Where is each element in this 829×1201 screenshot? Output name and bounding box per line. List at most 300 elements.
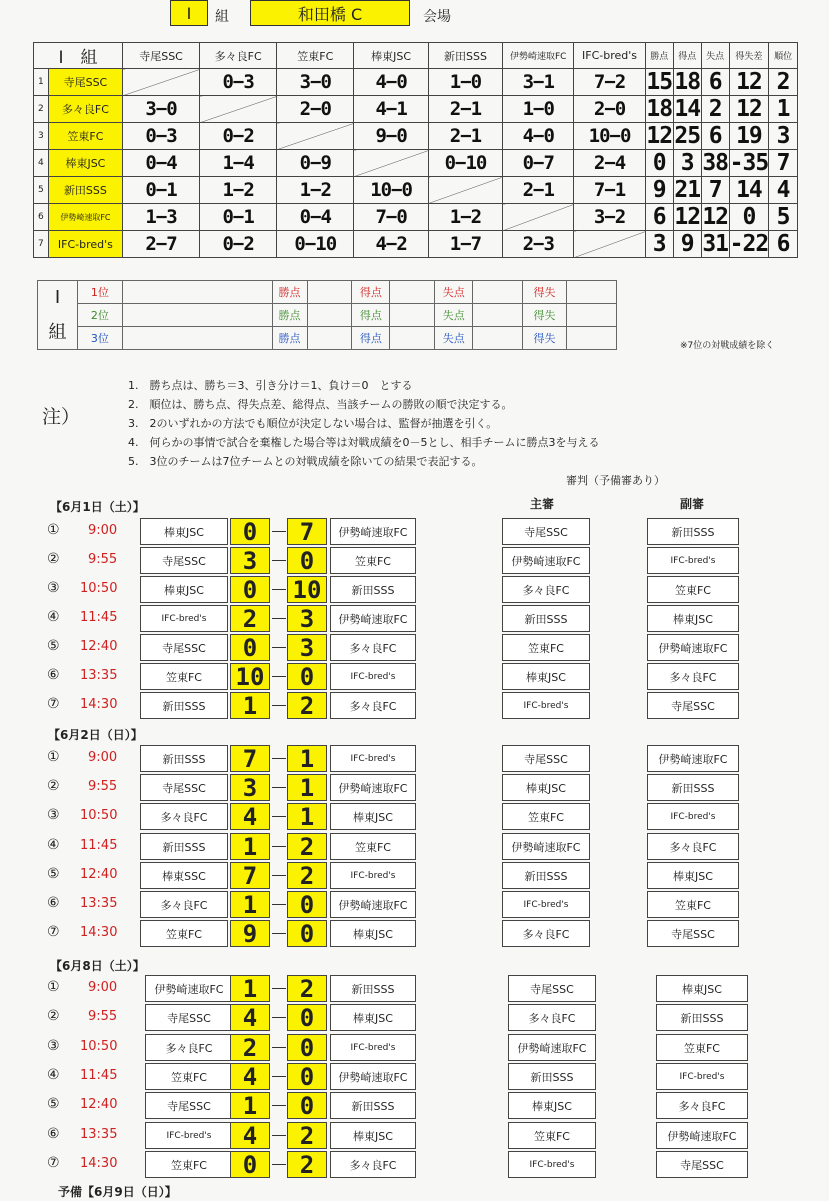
standings-row <box>34 69 798 96</box>
match-result: 10−0 <box>354 177 428 204</box>
away-score: 0 <box>287 1004 327 1031</box>
match-result: 7−2 <box>574 69 645 96</box>
match-result: 0−10 <box>277 231 354 258</box>
diagonal-cell <box>277 123 354 150</box>
score-dash <box>272 787 286 788</box>
home-score: 4 <box>230 1004 270 1031</box>
stat-value: 25 <box>674 123 701 149</box>
sub-referee: 多々良FC <box>647 833 739 860</box>
away-score: 0 <box>287 663 327 690</box>
goals-label: 得点 <box>352 304 390 327</box>
standings-row <box>34 204 798 231</box>
standings-row <box>34 150 798 177</box>
team-name: 新田SSS <box>48 177 122 204</box>
match-result: 1−7 <box>428 231 502 258</box>
standings-header-row <box>34 43 798 69</box>
stat-value: 9 <box>673 231 701 258</box>
points-value <box>307 327 352 350</box>
main-referee: IFC-bred's <box>502 891 590 918</box>
away-team: IFC-bred's <box>330 1034 416 1061</box>
home-score: 4 <box>230 803 270 830</box>
diff-value <box>567 304 617 327</box>
kickoff-time: 14:30 <box>80 697 118 712</box>
score-dash <box>272 875 286 876</box>
home-team: IFC-bred's <box>145 1122 233 1149</box>
match-result: 0−1 <box>200 204 277 231</box>
home-team: IFC-bred's <box>140 605 228 632</box>
home-team: 寺尾SSC <box>140 547 228 574</box>
score-dash <box>272 1105 286 1106</box>
note-item: 4. 何らかの事情で試合を棄権した場合等は対戦成績を0－5とし、相手チームに勝点3を与える <box>128 436 600 449</box>
match-result: 3−1 <box>503 69 574 96</box>
home-team: 笠東FC <box>145 1063 233 1090</box>
sub-referee: 棒東JSC <box>656 975 748 1002</box>
main-referee: 棒東JSC <box>502 663 590 690</box>
away-team: 新田SSS <box>330 975 416 1002</box>
standings-table <box>33 42 798 258</box>
column-header: 棒東JSC <box>354 43 428 69</box>
score-dash <box>272 705 286 706</box>
match-result: 2−1 <box>428 96 502 123</box>
score-dash <box>272 1047 286 1048</box>
diff-label: 得失 <box>523 304 567 327</box>
match-result: 10−0 <box>574 123 645 150</box>
match-result: 1−3 <box>123 204 200 231</box>
column-header: 得失差 <box>729 43 769 69</box>
kickoff-time: 11:45 <box>80 838 118 853</box>
stat-value: -35 <box>729 150 769 176</box>
home-score: 4 <box>230 1122 270 1149</box>
home-score: 9 <box>230 920 270 947</box>
home-team: 新田SSS <box>140 692 228 719</box>
stat-value: 2 <box>769 69 798 96</box>
kickoff-time: 14:30 <box>80 1156 118 1171</box>
note-item: 1. 勝ち点は、勝ち＝3、引き分け＝1、負け＝0 とする <box>128 379 413 392</box>
sub-referee: 寺尾SSC <box>656 1151 748 1178</box>
score-dash <box>272 988 286 989</box>
away-score: 1 <box>287 745 327 772</box>
home-score: 1 <box>230 833 270 860</box>
away-team: 伊勢崎速取FC <box>330 891 416 918</box>
column-header: 得点 <box>673 43 701 69</box>
match-result: 1−2 <box>428 204 502 231</box>
main-referee: 笠東FC <box>502 634 590 661</box>
away-team: 棒東JSC <box>330 920 416 947</box>
away-score: 10 <box>287 576 327 603</box>
diff-label: 得失 <box>523 327 567 350</box>
away-score: 1 <box>287 774 327 801</box>
home-score: 7 <box>230 745 270 772</box>
match-result: 9−0 <box>354 123 428 150</box>
match-number: ④ <box>47 837 60 853</box>
venue-suffix: 会場 <box>423 9 451 25</box>
score-dash <box>272 933 286 934</box>
conceded-label: 失点 <box>435 304 473 327</box>
match-result: 4−0 <box>503 123 574 150</box>
ranking-row <box>38 304 617 327</box>
kickoff-time: 13:35 <box>80 896 118 911</box>
match-result: 2−0 <box>277 96 354 123</box>
diagonal-cell <box>428 177 502 204</box>
main-referee: 寺尾SSC <box>502 518 590 545</box>
match-result: 2−1 <box>428 123 502 150</box>
main-referee: 新田SSS <box>508 1063 596 1090</box>
kickoff-time: 9:55 <box>88 552 118 567</box>
kickoff-time: 9:00 <box>88 750 118 765</box>
home-score: 7 <box>230 862 270 889</box>
stat-value: 3 <box>645 231 673 258</box>
team-name: 寺尾SSC <box>48 69 122 96</box>
score-dash <box>272 904 286 905</box>
day-heading: 【6月2日（日）】 <box>48 728 143 742</box>
diagonal-cell <box>123 69 200 96</box>
points-value <box>307 281 352 304</box>
away-team: IFC-bred's <box>330 745 416 772</box>
score-dash <box>272 676 286 677</box>
stat-value: 3 <box>769 123 798 150</box>
match-result: 2−1 <box>503 177 574 204</box>
column-header: 失点 <box>701 43 729 69</box>
match-result: 1−2 <box>277 177 354 204</box>
team-name: 伊勢崎速取FC <box>48 204 122 231</box>
column-header: IFC-bred's <box>574 43 645 69</box>
ranking-row <box>38 327 617 350</box>
kickoff-time: 11:45 <box>80 1068 118 1083</box>
match-number: ② <box>47 551 60 567</box>
diff-label: 得失 <box>523 281 567 304</box>
kickoff-time: 14:30 <box>80 925 118 940</box>
standings-row <box>34 177 798 204</box>
sub-referee: 新田SSS <box>647 774 739 801</box>
row-number: 5 <box>34 177 49 204</box>
match-result: 0−4 <box>277 204 354 231</box>
points-label: 勝点 <box>272 281 307 304</box>
away-score: 0 <box>287 547 327 574</box>
match-number: ③ <box>47 1038 60 1054</box>
sub-referee: IFC-bred's <box>647 803 739 830</box>
score-dash <box>272 1135 286 1136</box>
referee-heading: 審判（予備審あり） <box>566 474 665 487</box>
match-result: 2−3 <box>503 231 574 258</box>
match-number: ③ <box>47 807 60 823</box>
kickoff-time: 9:55 <box>88 779 118 794</box>
score-dash <box>272 647 286 648</box>
score-dash <box>272 1017 286 1018</box>
standings-row <box>34 123 798 150</box>
score-dash <box>272 1076 286 1077</box>
stat-value: 6 <box>645 204 673 231</box>
home-team: 寺尾SSC <box>140 634 228 661</box>
away-score: 1 <box>287 803 327 830</box>
column-header: 勝点 <box>645 43 673 69</box>
sub-referee: 伊勢崎速取FC <box>647 745 739 772</box>
score-dash <box>272 846 286 847</box>
diagonal-cell <box>200 96 277 123</box>
home-score: 2 <box>230 605 270 632</box>
away-team: 多々良FC <box>330 634 416 661</box>
goals-value <box>390 327 435 350</box>
stat-value: 0 <box>645 150 673 177</box>
kickoff-time: 9:00 <box>88 523 118 538</box>
match-result: 4−1 <box>354 96 428 123</box>
match-result: 3−0 <box>123 96 200 123</box>
sub-referee: IFC-bred's <box>656 1063 748 1090</box>
match-number: ⑦ <box>47 696 60 712</box>
stat-value: 6 <box>769 231 798 258</box>
stat-value: 1 <box>769 96 798 123</box>
row-number: 6 <box>34 204 49 231</box>
rank-team <box>122 304 272 327</box>
home-team: 多々良FC <box>140 803 228 830</box>
away-team: 伊勢崎速取FC <box>330 774 416 801</box>
points-value <box>307 304 352 327</box>
match-number: ⑥ <box>47 1126 60 1142</box>
column-header: 伊勢崎速取FC <box>503 43 574 69</box>
home-team: 多々良FC <box>140 891 228 918</box>
stat-value: 14 <box>674 96 701 122</box>
home-team: 寺尾SSC <box>145 1004 233 1031</box>
match-result: 0−2 <box>200 123 277 150</box>
match-number: ⑤ <box>47 638 60 654</box>
stat-value: 18 <box>646 96 673 122</box>
ranking-footnote: ※7位の対戦成績を除く <box>680 341 775 351</box>
home-score: 1 <box>230 692 270 719</box>
sub-referee: 多々良FC <box>647 663 739 690</box>
home-team: 伊勢崎速取FC <box>145 975 233 1002</box>
sub-referee: 棒東JSC <box>647 862 739 889</box>
home-team: 新田SSS <box>140 745 228 772</box>
group-letter-box <box>170 0 208 26</box>
row-number: 2 <box>34 96 49 123</box>
conceded-value <box>473 304 523 327</box>
row-number: 3 <box>34 123 49 150</box>
score-dash <box>272 816 286 817</box>
diff-value <box>567 281 617 304</box>
away-team: 多々良FC <box>330 1151 416 1178</box>
home-team: 棒東JSC <box>140 576 228 603</box>
stat-value: 12 <box>729 96 769 123</box>
stat-value: 38 <box>702 150 729 176</box>
away-team: 新田SSS <box>330 576 416 603</box>
column-header: 順位 <box>769 43 798 69</box>
home-score: 0 <box>230 518 270 545</box>
conceded-value <box>473 327 523 350</box>
home-score: 4 <box>230 1063 270 1090</box>
ranking-label-2: 組 <box>48 321 67 343</box>
home-score: 10 <box>230 663 270 690</box>
rank-team <box>122 327 272 350</box>
stat-value: 5 <box>769 204 798 231</box>
sub-referee-heading: 副審 <box>680 497 705 511</box>
main-referee: 伊勢崎速取FC <box>502 833 590 860</box>
home-score: 2 <box>230 1034 270 1061</box>
stat-value: 15 <box>646 69 673 95</box>
match-result: 0−9 <box>277 150 354 177</box>
main-referee: 棒東JSC <box>502 774 590 801</box>
kickoff-time: 10:50 <box>80 581 118 596</box>
home-score: 1 <box>230 891 270 918</box>
match-result: 2−4 <box>574 150 645 177</box>
stat-value: 4 <box>769 177 798 204</box>
team-name: IFC-bred's <box>48 231 122 258</box>
away-team: 棒東JSC <box>330 1122 416 1149</box>
home-team: 多々良FC <box>145 1034 233 1061</box>
day-heading: 【6月8日（土）】 <box>50 959 145 973</box>
home-team: 棒東JSC <box>140 518 228 545</box>
match-number: ⑦ <box>47 1155 60 1171</box>
match-result: 0−2 <box>200 231 277 258</box>
match-number: ① <box>47 979 60 995</box>
home-score: 0 <box>230 634 270 661</box>
group-suffix: 組 <box>215 9 229 25</box>
team-name: 笠東FC <box>48 123 122 150</box>
notes-label: 注） <box>42 406 81 428</box>
sub-referee: 笠東FC <box>647 891 739 918</box>
away-team: 笠東FC <box>330 547 416 574</box>
home-score: 1 <box>230 1092 270 1119</box>
column-header: 多々良FC <box>200 43 277 69</box>
main-referee: 笠東FC <box>502 803 590 830</box>
away-score: 7 <box>287 518 327 545</box>
away-score: 0 <box>287 1063 327 1090</box>
away-score: 3 <box>287 634 327 661</box>
points-label: 勝点 <box>272 304 307 327</box>
main-referee: 寺尾SSC <box>508 975 596 1002</box>
stat-value: 7 <box>769 150 798 177</box>
match-number: ① <box>47 749 60 765</box>
main-referee: 新田SSS <box>502 605 590 632</box>
home-score: 3 <box>230 547 270 574</box>
match-result: 0−3 <box>200 69 277 96</box>
stat-value: 3 <box>673 150 701 177</box>
kickoff-time: 12:40 <box>80 1097 118 1112</box>
match-result: 1−4 <box>200 150 277 177</box>
match-number: ④ <box>47 1067 60 1083</box>
kickoff-time: 10:50 <box>80 808 118 823</box>
stat-value: 21 <box>674 177 701 203</box>
team-name: 多々良FC <box>48 96 122 123</box>
reserve-day: 予備【6月9日（日）】 <box>58 1185 177 1199</box>
match-number: ⑤ <box>47 866 60 882</box>
away-score: 2 <box>287 1151 327 1178</box>
stat-value: 12 <box>646 123 673 149</box>
score-dash <box>272 589 286 590</box>
stat-value: 9 <box>645 177 673 204</box>
kickoff-time: 9:00 <box>88 980 118 995</box>
score-dash <box>272 560 286 561</box>
away-score: 0 <box>287 1034 327 1061</box>
kickoff-time: 13:35 <box>80 668 118 683</box>
match-result: 0−7 <box>503 150 574 177</box>
ranking-label-1: I <box>54 286 61 308</box>
match-number: ② <box>47 1008 60 1024</box>
stat-value: 12 <box>674 204 701 230</box>
match-result: 4−0 <box>354 69 428 96</box>
match-result: 7−0 <box>354 204 428 231</box>
away-team: 伊勢崎速取FC <box>330 605 416 632</box>
match-result: 0−4 <box>123 150 200 177</box>
score-dash <box>272 618 286 619</box>
conceded-label: 失点 <box>435 327 473 350</box>
goals-label: 得点 <box>352 327 390 350</box>
home-team: 寺尾SSC <box>140 774 228 801</box>
sub-referee: 寺尾SSC <box>647 920 739 947</box>
column-header: 笠東FC <box>277 43 354 69</box>
rank-position: 3位 <box>77 327 122 350</box>
stat-value: 0 <box>729 204 769 231</box>
away-score: 0 <box>287 891 327 918</box>
home-team: 笠東FC <box>140 663 228 690</box>
match-number: ④ <box>47 609 60 625</box>
main-referee: 多々良FC <box>508 1004 596 1031</box>
match-result: 0−3 <box>123 123 200 150</box>
stat-value: 19 <box>729 123 769 150</box>
score-dash <box>272 758 286 759</box>
stat-value: 6 <box>701 123 729 150</box>
match-result: 2−7 <box>123 231 200 258</box>
sub-referee: 寺尾SSC <box>647 692 739 719</box>
home-team: 棒東SSC <box>140 862 228 889</box>
venue-name: 和田橋 C <box>297 4 363 24</box>
diagonal-cell <box>574 231 645 258</box>
main-referee-heading: 主審 <box>530 497 555 511</box>
rank-position: 1位 <box>77 281 122 304</box>
main-referee: 笠東FC <box>508 1122 596 1149</box>
away-team: 新田SSS <box>330 1092 416 1119</box>
home-score: 0 <box>230 1151 270 1178</box>
conceded-label: 失点 <box>435 281 473 304</box>
row-number: 7 <box>34 231 49 258</box>
corner-label: I 組 <box>34 43 123 69</box>
stat-value: 12 <box>729 69 769 96</box>
kickoff-time: 11:45 <box>80 610 118 625</box>
row-number: 4 <box>34 150 49 177</box>
match-result: 3−2 <box>574 204 645 231</box>
kickoff-time: 10:50 <box>80 1039 118 1054</box>
standings-row <box>34 96 798 123</box>
match-result: 1−2 <box>200 177 277 204</box>
sub-referee: 伊勢崎速取FC <box>656 1122 748 1149</box>
goals-value <box>390 281 435 304</box>
sub-referee: 新田SSS <box>647 518 739 545</box>
ranking-table <box>37 280 617 350</box>
away-score: 0 <box>287 920 327 947</box>
home-team: 笠東FC <box>140 920 228 947</box>
note-item: 2. 順位は、勝ち点、得失点差、総得点、当該チームの勝敗の順で決定する。 <box>128 398 513 411</box>
home-team: 寺尾SSC <box>145 1092 233 1119</box>
score-dash <box>272 1164 286 1165</box>
diagonal-cell <box>354 150 428 177</box>
rank-team <box>122 281 272 304</box>
home-score: 3 <box>230 774 270 801</box>
conceded-value <box>473 281 523 304</box>
kickoff-time: 12:40 <box>80 867 118 882</box>
column-header: 新田SSS <box>428 43 502 69</box>
match-number: ① <box>47 522 60 538</box>
away-score: 2 <box>287 1122 327 1149</box>
diff-value <box>567 327 617 350</box>
kickoff-time: 12:40 <box>80 639 118 654</box>
home-score: 0 <box>230 576 270 603</box>
main-referee: IFC-bred's <box>508 1151 596 1178</box>
match-number: ⑥ <box>47 667 60 683</box>
home-team: 新田SSS <box>140 833 228 860</box>
stat-value: 18 <box>674 69 701 95</box>
main-referee: 寺尾SSC <box>502 745 590 772</box>
away-team: 棒東JSC <box>330 1004 416 1031</box>
group-letter: I <box>186 3 192 23</box>
kickoff-time: 9:55 <box>88 1009 118 1024</box>
